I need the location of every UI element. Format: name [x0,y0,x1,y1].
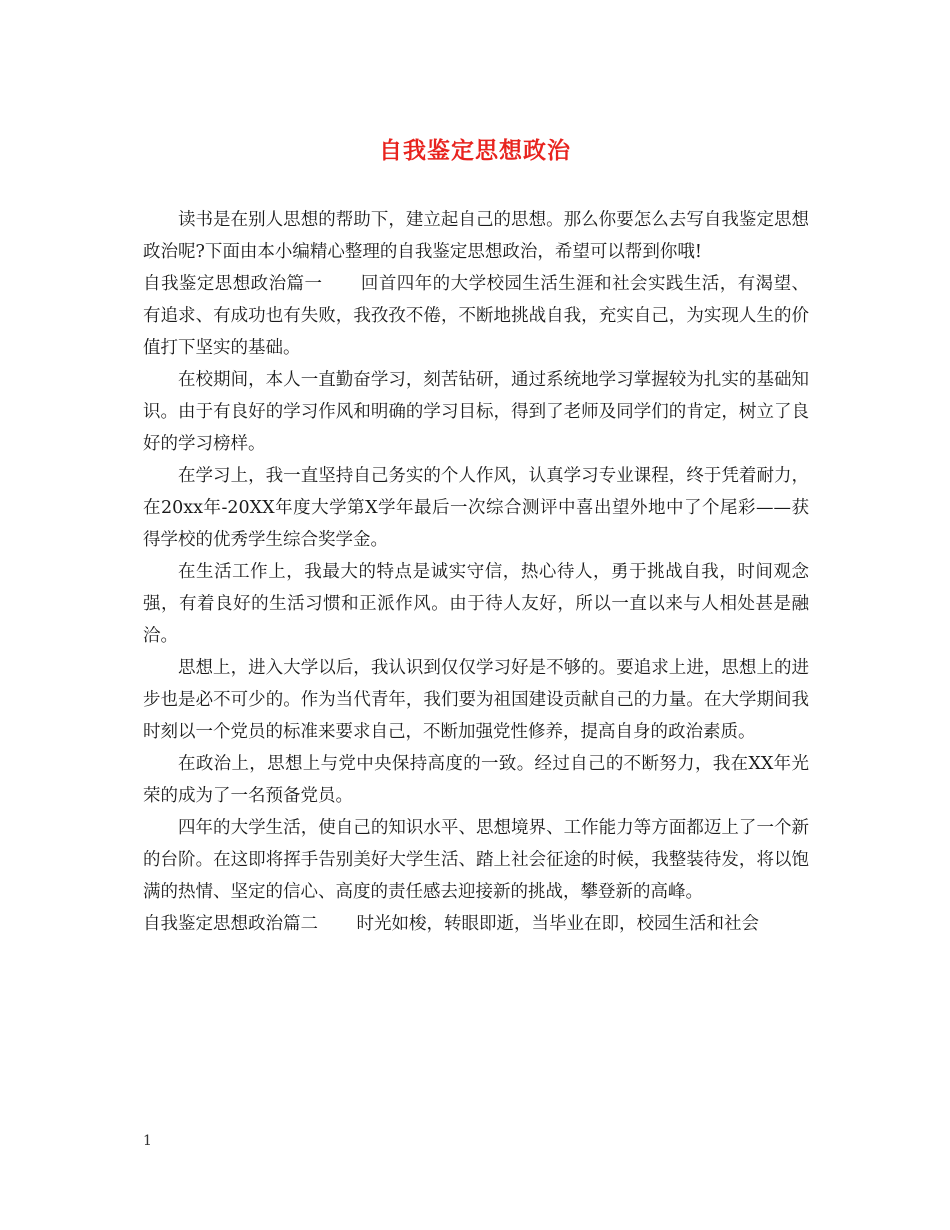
section-1-label: 自我鉴定思想政治篇一 [143,274,323,294]
section-2-label: 自我鉴定思想政治篇二 [143,914,318,934]
page-number: 1 [143,1133,152,1149]
intro-paragraph: 读书是在别人思想的帮助下，建立起自己的思想。那么你要怎么去写自我鉴定思想政治呢?下面由本小编精心整理的自我鉴定思想政治，希望可以帮到你哦! [143,210,809,262]
document-body [143,204,809,940]
paragraph-study: 在校期间，本人一直勤奋学习，刻苦钻研，通过系统地学习掌握较为扎实的基础知识。由于有良好的学习作风和明确的学习目标，得到了老师及同学们的肯定，树立了良好的学习榜样。 [143,370,809,454]
paragraph-learning: 在学习上，我一直坚持自己务实的个人作风，认真学习专业课程，终于凭着耐力，在20xx年-20XX年度大学第X学年最后一次综合测评中喜出望外地中了个尾彩——获得学校的优秀学生综合奖学金。 [143,466,809,550]
document-title: 自我鉴定思想政治 [379,137,571,164]
paragraph-summary: 四年的大学生活，使自己的知识水平、思想境界、工作能力等方面都迈上了一个新的台阶。在这即将挥手告别美好大学生活、踏上社会征途的时候，我整装待发，将以饱满的热情、坚定的信心、高度的责任感去迎接新的挑战，攀登新的高峰。 [143,818,809,902]
paragraph-thought: 思想上，进入大学以后，我认识到仅仅学习好是不够的。要追求上进，思想上的进步也是必不可少的。作为当代青年，我们要为祖国建设贡献自己的力量。在大学期间我时刻以一个党员的标准来要求自己，不断加强党性修养，提高自身的政治素质。 [143,658,809,742]
paragraph-politics: 在政治上，思想上与党中央保持高度的一致。经过自己的不断努力，我在XX年光荣的成为了一名预备党员。 [143,754,809,806]
paragraph-life-work: 在生活工作上，我最大的特点是诚实守信，热心待人，勇于挑战自我，时间观念强，有着良好的生活习惯和正派作风。由于待人友好，所以一直以来与人相处甚是融洽。 [143,562,809,646]
section-2-text: 时光如梭，转眼即逝，当毕业在即，校园生活和社会 [356,914,759,934]
section-1-text: 回首四年的大学校园生活生涯和社会实践生活，有渴望、有追求、有成功也有失败，我孜孜不倦，不断地挑战自我，充实自己，为实现人生的价值打下坚实的基础。 [143,274,810,358]
section-2-paragraph [143,908,809,940]
section-1-paragraph [143,268,809,364]
